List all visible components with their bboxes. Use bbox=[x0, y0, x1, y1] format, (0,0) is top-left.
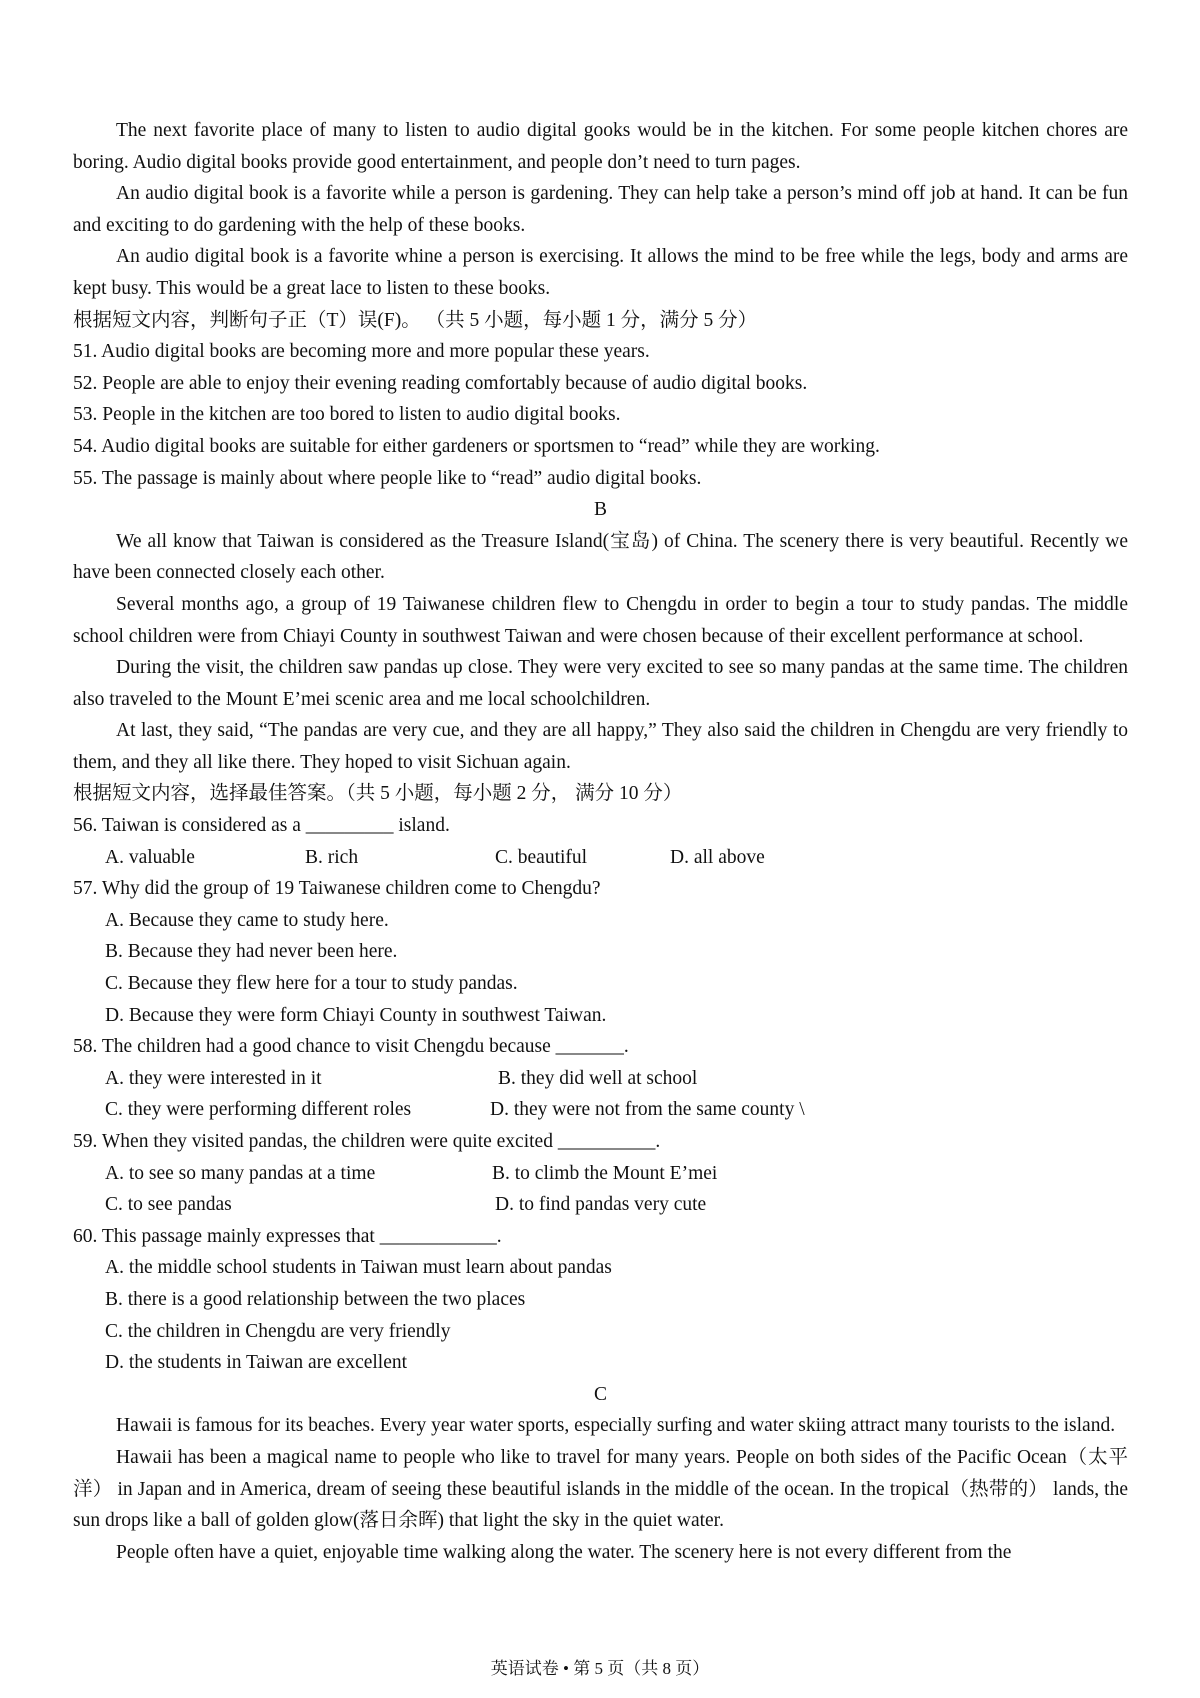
question-59-options-row-2 bbox=[73, 1189, 1128, 1221]
q58-option-b: B. they did well at school bbox=[498, 1067, 698, 1089]
q56-option-b: B. rich bbox=[305, 846, 359, 868]
passage-b-paragraph-2: Several months ago, a group of 19 Taiwanese children flew to Chengdu in order to begin a tour to study pandas. The middle school children were from Chiayi County in southwest Taiwan and were chosen because of their excellent performance at school. bbox=[73, 593, 1128, 647]
mc-instruction: 根据短文内容，选择最佳答案。（共 5 小题，每小题 2 分， 满分 10 分） bbox=[73, 783, 683, 805]
passage-b-paragraph-3: During the visit, the children saw pandas up close. They were very excited to see so many pandas at the same time. The children also traveled to the Mount E’mei scenic area and me local schoolchildren. bbox=[73, 657, 1128, 710]
question-58: 58. The children had a good chance to visit Chengdu because _______. bbox=[73, 1036, 629, 1058]
question-55: 55. The passage is mainly about where people like to “read” audio digital books. bbox=[73, 467, 702, 489]
exam-page-body bbox=[73, 115, 1128, 1568]
q59-option-d: D. to find pandas very cute bbox=[495, 1194, 707, 1216]
question-60: 60. This passage mainly expresses that ____________. bbox=[73, 1225, 502, 1247]
q57-option-c: C. Because they flew here for a tour to study pandas. bbox=[105, 973, 518, 995]
q58-option-a: A. they were interested in it bbox=[105, 1067, 322, 1089]
question-59-options-row-1 bbox=[73, 1158, 1128, 1190]
q58-option-c: C. they were performing different roles bbox=[105, 1099, 412, 1121]
question-52: 52. People are able to enjoy their evening reading comfortably because of audio digital books. bbox=[73, 372, 808, 394]
passage-a-paragraph-2: An audio digital book is a favorite while a person is gardening. They can help take a person’s mind off job at hand. It can be fun and exciting to do gardening with the help of these books. bbox=[73, 183, 1128, 236]
q56-option-d: D. all above bbox=[670, 846, 765, 868]
passage-b-paragraph-4: At last, they said, “The pandas are very cue, and they are all happy,” They also said the children in Chengdu are very friendly to them, and they all like there. They hoped to visit Sichuan again. bbox=[73, 720, 1128, 773]
question-58-options-row-2 bbox=[73, 1094, 1128, 1126]
question-56-options bbox=[73, 842, 1128, 874]
question-59: 59. When they visited pandas, the children were quite excited __________. bbox=[73, 1131, 661, 1152]
q57-option-d: D. Because they were form Chiayi County in southwest Taiwan. bbox=[105, 1004, 607, 1026]
q57-option-a: A. Because they came to study here. bbox=[105, 909, 389, 931]
question-58-options-row-1 bbox=[73, 1063, 1128, 1095]
q60-option-b: B. there is a good relationship between the two places bbox=[105, 1288, 526, 1310]
question-54: 54. Audio digital books are suitable for either gardeners or sportsmen to “read” while they are working. bbox=[73, 435, 880, 457]
q59-option-c: C. to see pandas bbox=[105, 1194, 232, 1216]
passage-c-paragraph-3: People often have a quiet, enjoyable time walking along the water. The scenery here is not every different from the bbox=[116, 1541, 1012, 1563]
q60-option-d: D. the students in Taiwan are excellent bbox=[105, 1352, 408, 1374]
q57-option-b: B. Because they had never been here. bbox=[105, 941, 398, 963]
passage-a-paragraph-1: The next favorite place of many to listen to audio digital gooks would be in the kitchen. For some people kitchen chores are boring. Audio digital books provide good entertainment, and people don’t need to turn pages. bbox=[73, 120, 1128, 173]
q56-option-a: A. valuable bbox=[105, 846, 195, 868]
section-c-heading: C bbox=[593, 1383, 607, 1405]
page-footer: 英语试卷 • 第 5 页（共 8 页） bbox=[490, 1659, 710, 1678]
passage-c-paragraph-1: Hawaii is famous for its beaches. Every year water sports, especially surfing and water skiing attract many tourists to the island. bbox=[116, 1415, 1116, 1437]
q59-option-b: B. to climb the Mount E’mei bbox=[492, 1162, 718, 1184]
question-53: 53. People in the kitchen are too bored to listen to audio digital books. bbox=[73, 404, 621, 426]
question-56: 56. Taiwan is considered as a _________ island. bbox=[73, 815, 450, 837]
question-57: 57. Why did the group of 19 Taiwanese children come to Chengdu? bbox=[73, 878, 601, 900]
q60-option-a: A. the middle school students in Taiwan must learn about pandas bbox=[105, 1257, 612, 1279]
passage-b-paragraph-1: We all know that Taiwan is considered as the Treasure Island(宝岛) of China. The scenery there is very beautiful. Recently we have been connected closely each other. bbox=[73, 530, 1128, 584]
passage-c-paragraph-2: Hawaii has been a magical name to people who like to travel for many years. People on both sides of the Pacific Ocean（太平洋） in Japan and in America, dream of seeing these beautiful islands in the middle of the ocean. In the tropical（热带的） lands, the sun drops like a ball of golden glow(落日余晖) that light the sky in the quiet water. bbox=[73, 1446, 1128, 1532]
section-b-heading: B bbox=[593, 499, 607, 521]
question-51: 51. Audio digital books are becoming more and more popular these years. bbox=[73, 341, 650, 363]
q59-option-a: A. to see so many pandas at a time bbox=[105, 1162, 376, 1184]
q56-option-c: C. beautiful bbox=[495, 846, 588, 868]
q60-option-c: C. the children in Chengdu are very friendly bbox=[105, 1320, 451, 1342]
passage-a-paragraph-3: An audio digital book is a favorite whine a person is exercising. It allows the mind to be free while the legs, body and arms are kept busy. This would be a great lace to listen to these books. bbox=[73, 246, 1128, 299]
tf-instruction: 根据短文内容，判断句子正（T）误(F)。 （共 5 小题，每小题 1 分，满分 5 分） bbox=[73, 309, 758, 331]
q58-option-d: D. they were not from the same county \ bbox=[490, 1099, 805, 1121]
